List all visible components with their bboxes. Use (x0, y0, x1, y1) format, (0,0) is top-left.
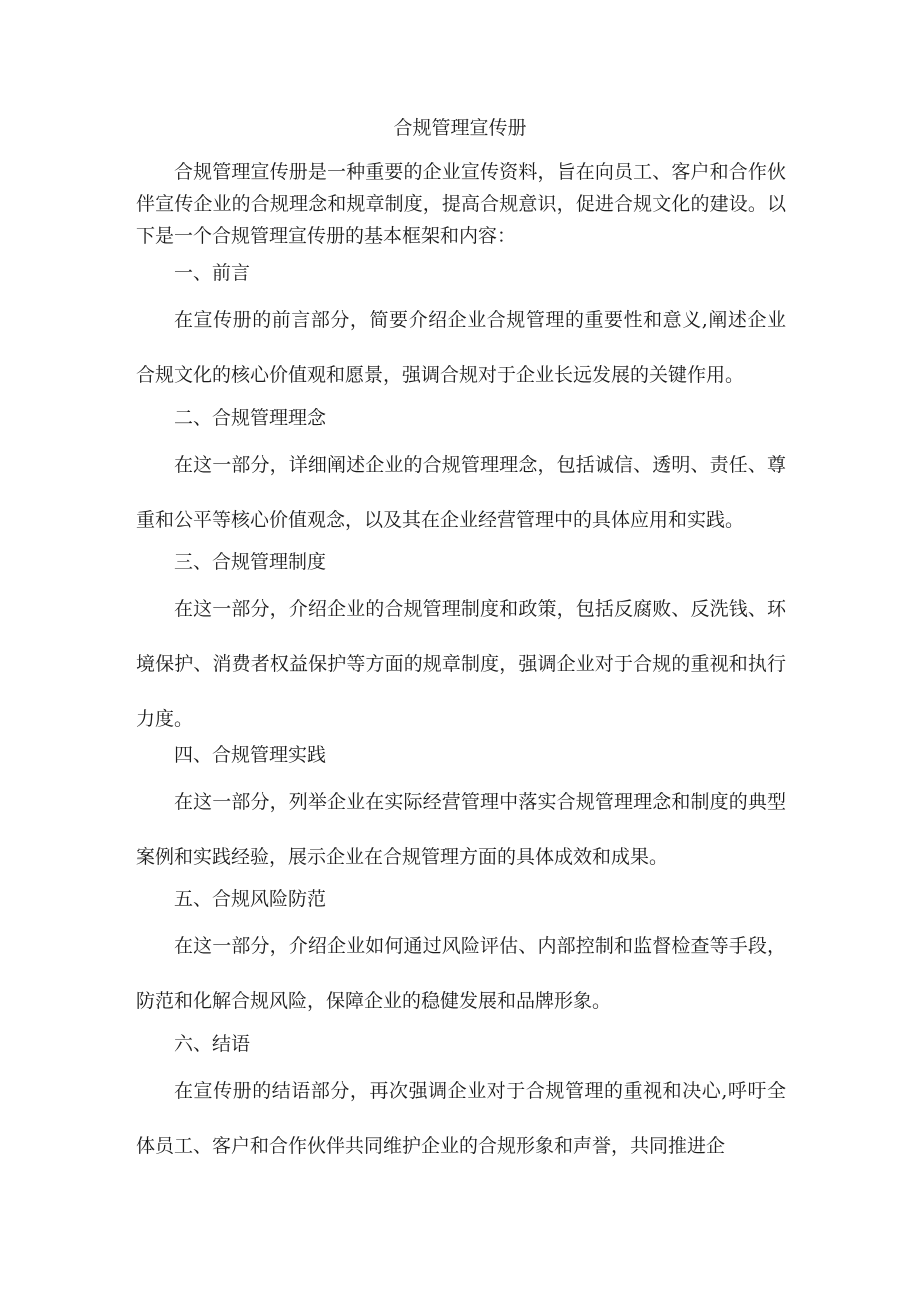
section-body-philosophy: 在这一部分，详细阐述企业的合规管理理念，包括诚信、透明、责任、尊重和公平等核心价值观念，以及其在企业经营管理中的具体应用和实践。 (136, 454, 786, 531)
section-heading-philosophy: 二、合规管理理念 (174, 407, 327, 429)
section-body-practice: 在这一部分，列举企业在实际经营管理中落实合规管理理念和制度的典型案例和实践经验，展示企业在合规管理方面的具体成效和成果。 (136, 791, 786, 868)
page-title: 合规管理宣传册 (393, 117, 527, 139)
section-heading-practice: 四、合规管理实践 (174, 744, 327, 766)
section-heading-conclusion: 六、结语 (174, 1033, 251, 1055)
section-body-preface: 在宣传册的前言部分，简要介绍企业合规管理的重要性和意义,阐述企业合规文化的核心价值观和愿景，强调合规对于企业长远发展的关键作用。 (136, 309, 786, 386)
intro-paragraph: 合规管理宣传册是一种重要的企业宣传资料，旨在向员工、客户和合作伙伴宣传企业的合规理念和规章制度，提高合规意识，促进合规文化的建设。以下是一个合规管理宣传册的基本框架和内容： (136, 161, 786, 247)
section-body-system: 在这一部分，介绍企业的合规管理制度和政策，包括反腐败、反洗钱、环境保护、消费者权益保护等方面的规章制度，强调企业对于合规的重视和执行力度。 (136, 598, 786, 730)
section-body-conclusion: 在宣传册的结语部分，再次强调企业对于合规管理的重视和决心,呼吁全体员工、客户和合作伙伴共同维护企业的合规形象和声誉，共同推进企 (136, 1080, 786, 1157)
section-body-risk: 在这一部分，介绍企业如何通过风险评估、内部控制和监督检查等手段，防范和化解合规风险，保障企业的稳健发展和品牌形象。 (136, 935, 786, 1012)
section-heading-system: 三、合规管理制度 (174, 551, 327, 573)
section-heading-risk: 五、合规风险防范 (174, 888, 327, 910)
section-heading-preface: 一、前言 (174, 262, 251, 284)
